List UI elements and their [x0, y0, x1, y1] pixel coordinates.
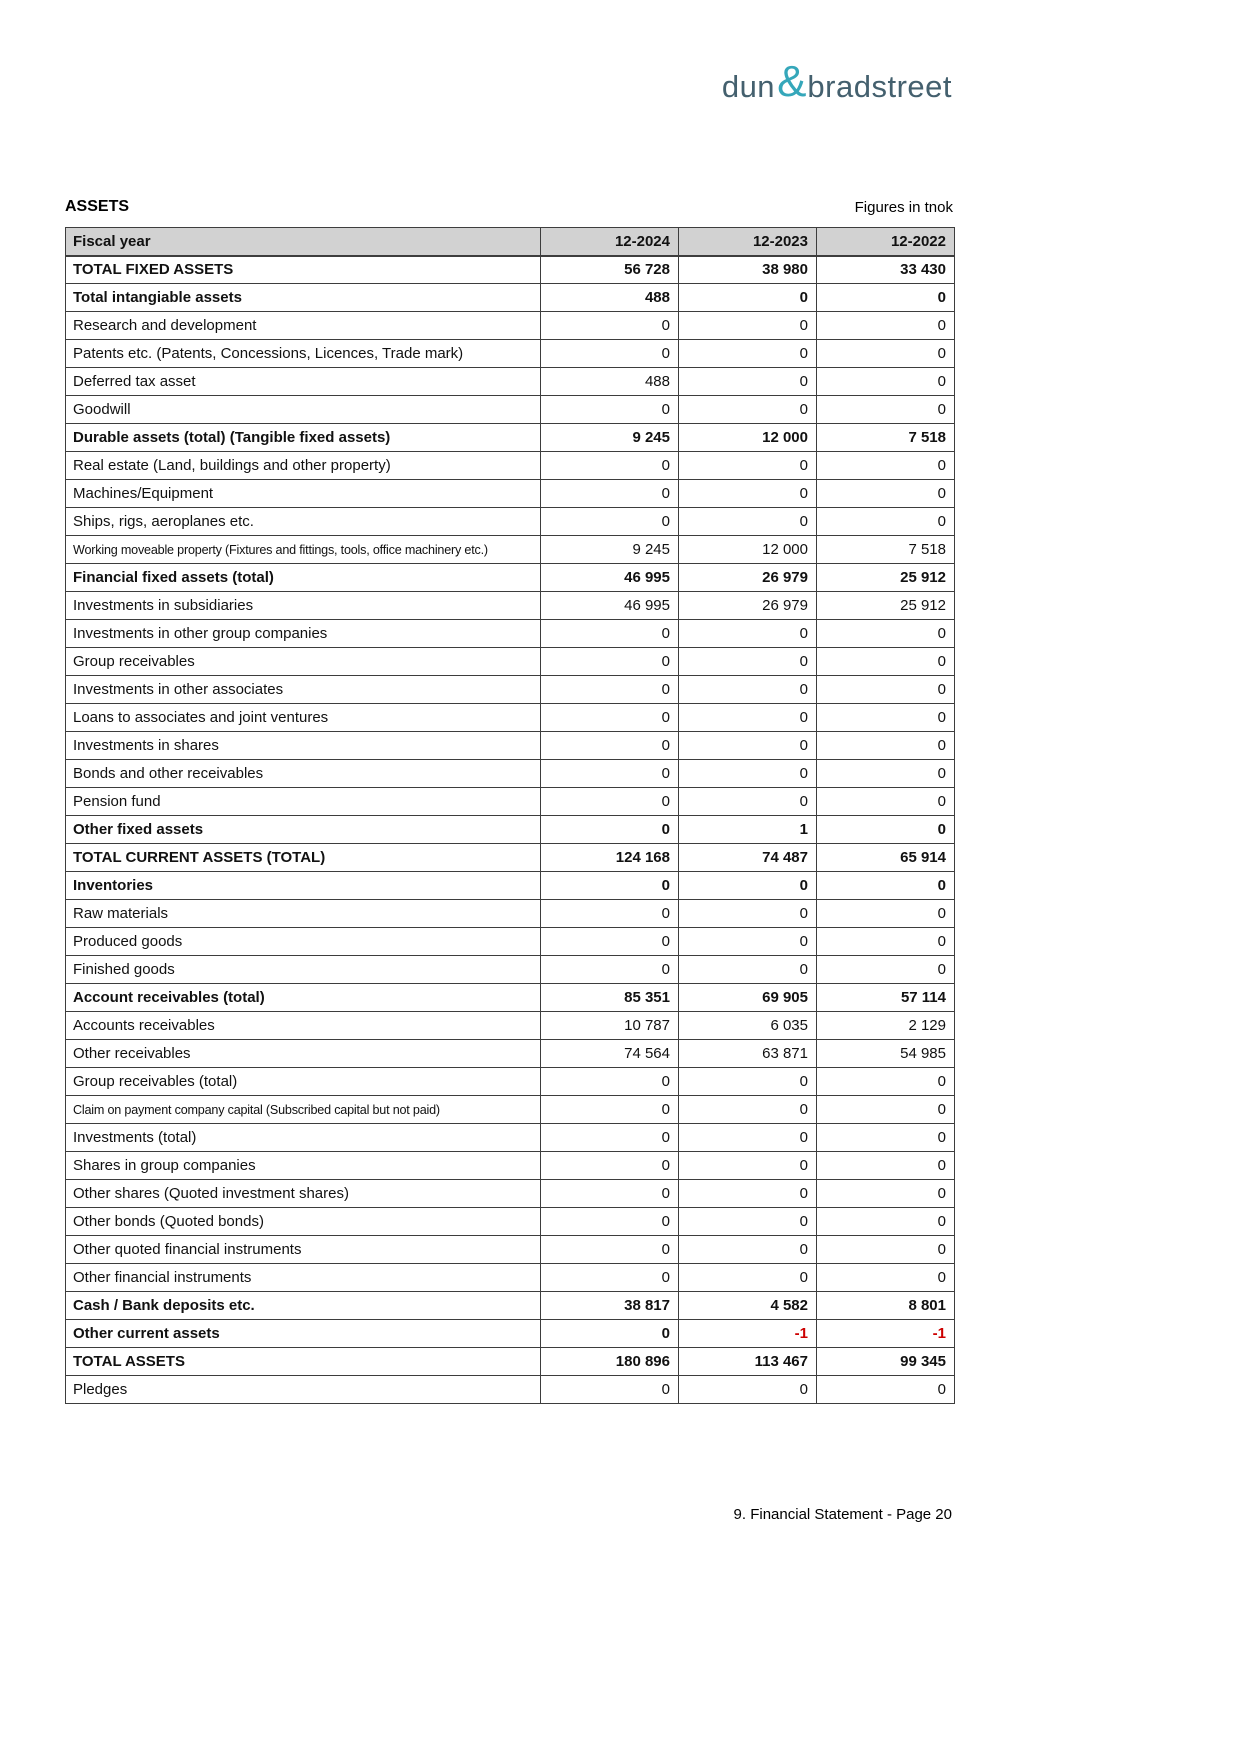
table-row	[66, 648, 955, 676]
row-value: 85 351	[541, 984, 679, 1012]
row-value: 0	[679, 1096, 817, 1124]
row-value: 65 914	[817, 844, 955, 872]
row-value: 0	[679, 1236, 817, 1264]
table-row	[66, 312, 955, 340]
row-value: 57 114	[817, 984, 955, 1012]
row-value: 74 564	[541, 1040, 679, 1068]
row-value: 10 787	[541, 1012, 679, 1040]
row-value: 0	[679, 704, 817, 732]
table-row	[66, 284, 955, 312]
row-value: 0	[679, 760, 817, 788]
row-value: 0	[817, 508, 955, 536]
row-value: 33 430	[817, 256, 955, 284]
row-value: 2 129	[817, 1012, 955, 1040]
row-value: 113 467	[679, 1348, 817, 1376]
table-row	[66, 844, 955, 872]
row-value: 0	[679, 648, 817, 676]
row-label: Investments in subsidiaries	[66, 592, 541, 620]
row-value: 25 912	[817, 592, 955, 620]
row-value: 0	[817, 760, 955, 788]
row-label: Group receivables	[66, 648, 541, 676]
row-value: 0	[679, 928, 817, 956]
assets-table	[65, 227, 955, 1404]
header-year-2022: 12-2022	[817, 228, 955, 256]
table-row	[66, 1376, 955, 1404]
row-value: 7 518	[817, 424, 955, 452]
row-value: 0	[541, 312, 679, 340]
row-value: 180 896	[541, 1348, 679, 1376]
table-row	[66, 1264, 955, 1292]
row-value: 9 245	[541, 424, 679, 452]
row-value: 99 345	[817, 1348, 955, 1376]
row-value: 0	[541, 956, 679, 984]
table-row	[66, 620, 955, 648]
row-value: 0	[679, 732, 817, 760]
row-value: 0	[541, 648, 679, 676]
row-label: Account receivables (total)	[66, 984, 541, 1012]
row-value: 0	[817, 788, 955, 816]
table-row	[66, 788, 955, 816]
row-label: Inventories	[66, 872, 541, 900]
row-value: 0	[817, 1068, 955, 1096]
row-label: Pension fund	[66, 788, 541, 816]
row-value: 0	[541, 1320, 679, 1348]
row-value: 0	[541, 508, 679, 536]
row-label: Accounts receivables	[66, 1012, 541, 1040]
logo-text-bradstreet: bradstreet	[807, 68, 952, 104]
table-row	[66, 368, 955, 396]
row-value: 0	[541, 480, 679, 508]
row-value: 0	[817, 676, 955, 704]
row-value: 0	[817, 340, 955, 368]
table-row	[66, 872, 955, 900]
row-value: 0	[541, 340, 679, 368]
row-label: Investments (total)	[66, 1124, 541, 1152]
row-value: 69 905	[679, 984, 817, 1012]
row-value: 0	[541, 704, 679, 732]
row-value: 0	[817, 928, 955, 956]
row-value: 0	[817, 1152, 955, 1180]
row-value: 7 518	[817, 536, 955, 564]
row-value: 0	[541, 788, 679, 816]
row-value: 0	[679, 956, 817, 984]
row-value: 0	[541, 1264, 679, 1292]
row-label: Goodwill	[66, 396, 541, 424]
row-label: Finished goods	[66, 956, 541, 984]
row-label: Raw materials	[66, 900, 541, 928]
table-row	[66, 424, 955, 452]
row-value: 0	[817, 452, 955, 480]
row-value: 0	[541, 620, 679, 648]
row-value: 0	[817, 1264, 955, 1292]
table-row	[66, 984, 955, 1012]
row-value: 8 801	[817, 1292, 955, 1320]
row-value: 0	[817, 1180, 955, 1208]
row-value: 0	[817, 1236, 955, 1264]
row-value: 0	[817, 284, 955, 312]
table-row	[66, 1236, 955, 1264]
row-value: 0	[679, 900, 817, 928]
table-caption-row	[65, 198, 953, 216]
header-year-2023: 12-2023	[679, 228, 817, 256]
row-label: Cash / Bank deposits etc.	[66, 1292, 541, 1320]
row-value: 0	[541, 396, 679, 424]
row-value: 0	[541, 1180, 679, 1208]
table-row	[66, 1096, 955, 1124]
row-value: 0	[541, 452, 679, 480]
table-row	[66, 928, 955, 956]
row-value: 46 995	[541, 564, 679, 592]
row-value: 0	[817, 1096, 955, 1124]
row-value: 56 728	[541, 256, 679, 284]
row-value: 488	[541, 284, 679, 312]
row-value: 6 035	[679, 1012, 817, 1040]
row-label: Deferred tax asset	[66, 368, 541, 396]
assets-table-container	[65, 227, 954, 1404]
row-value: 0	[679, 340, 817, 368]
row-value: 0	[541, 872, 679, 900]
table-row	[66, 396, 955, 424]
row-value: 0	[541, 1236, 679, 1264]
table-row	[66, 1068, 955, 1096]
row-value: 0	[817, 1124, 955, 1152]
ampersand-logo-mark: &	[777, 57, 807, 106]
row-label: Financial fixed assets (total)	[66, 564, 541, 592]
row-label: TOTAL CURRENT ASSETS (TOTAL)	[66, 844, 541, 872]
row-value: 0	[817, 816, 955, 844]
row-label: Other financial instruments	[66, 1264, 541, 1292]
row-label: Investments in other associates	[66, 676, 541, 704]
row-value: 26 979	[679, 564, 817, 592]
row-value: 0	[679, 620, 817, 648]
row-value: 0	[541, 676, 679, 704]
row-value: 0	[541, 1208, 679, 1236]
table-row	[66, 480, 955, 508]
row-label: Research and development	[66, 312, 541, 340]
row-value: 63 871	[679, 1040, 817, 1068]
row-label: Other current assets	[66, 1320, 541, 1348]
row-value: 0	[817, 396, 955, 424]
row-value: 0	[541, 928, 679, 956]
row-value: 25 912	[817, 564, 955, 592]
row-value: 0	[817, 900, 955, 928]
table-row	[66, 816, 955, 844]
footer-page-label: 9. Financial Statement - Page 20	[733, 1506, 952, 1523]
row-label: TOTAL FIXED ASSETS	[66, 256, 541, 284]
row-value: 12 000	[679, 536, 817, 564]
table-row	[66, 592, 955, 620]
row-value: 9 245	[541, 536, 679, 564]
row-value: 0	[541, 1124, 679, 1152]
table-row	[66, 900, 955, 928]
row-value: 0	[679, 284, 817, 312]
row-label: Shares in group companies	[66, 1152, 541, 1180]
row-label: Other quoted financial instruments	[66, 1236, 541, 1264]
table-row	[66, 1292, 955, 1320]
row-label: Other bonds (Quoted bonds)	[66, 1208, 541, 1236]
row-value: 0	[679, 396, 817, 424]
row-value: 0	[541, 1376, 679, 1404]
row-value: 0	[679, 508, 817, 536]
row-value: 0	[541, 1096, 679, 1124]
row-value: 0	[817, 620, 955, 648]
row-value: 0	[679, 788, 817, 816]
table-row	[66, 732, 955, 760]
row-value: 0	[679, 676, 817, 704]
table-row	[66, 1040, 955, 1068]
row-label: Total intangiable assets	[66, 284, 541, 312]
row-label: Working moveable property (Fixtures and fittings, tools, office machinery etc.)	[66, 536, 541, 564]
row-value: -1	[817, 1320, 955, 1348]
row-value: 0	[679, 1124, 817, 1152]
table-row	[66, 1012, 955, 1040]
row-label: Loans to associates and joint ventures	[66, 704, 541, 732]
table-row	[66, 1208, 955, 1236]
row-value: 0	[679, 1208, 817, 1236]
table-row	[66, 676, 955, 704]
header-fiscal-year: Fiscal year	[66, 228, 541, 256]
row-label: Bonds and other receivables	[66, 760, 541, 788]
table-row	[66, 1348, 955, 1376]
table-row	[66, 340, 955, 368]
row-value: 0	[541, 900, 679, 928]
row-label: Pledges	[66, 1376, 541, 1404]
table-row	[66, 1152, 955, 1180]
row-value: 12 000	[679, 424, 817, 452]
row-label: TOTAL ASSETS	[66, 1348, 541, 1376]
row-value: 0	[817, 872, 955, 900]
row-value: 0	[679, 480, 817, 508]
row-value: 0	[679, 1376, 817, 1404]
row-value: 0	[679, 1152, 817, 1180]
assets-table-body	[66, 256, 955, 1404]
table-row	[66, 704, 955, 732]
row-value: 0	[817, 1208, 955, 1236]
row-label: Ships, rigs, aeroplanes etc.	[66, 508, 541, 536]
row-value: 0	[541, 816, 679, 844]
row-value: 124 168	[541, 844, 679, 872]
row-label: Patents etc. (Patents, Concessions, Licences, Trade mark)	[66, 340, 541, 368]
table-row	[66, 536, 955, 564]
row-label: Investments in shares	[66, 732, 541, 760]
row-value: 74 487	[679, 844, 817, 872]
row-value: 0	[679, 1180, 817, 1208]
row-value: 0	[817, 704, 955, 732]
row-value: 0	[817, 732, 955, 760]
row-label: Real estate (Land, buildings and other property)	[66, 452, 541, 480]
row-value: 0	[541, 1152, 679, 1180]
logo-text-dun: dun	[721, 68, 776, 104]
row-label: Other receivables	[66, 1040, 541, 1068]
row-value: 0	[679, 368, 817, 396]
table-row	[66, 760, 955, 788]
row-value: 38 817	[541, 1292, 679, 1320]
row-label: Investments in other group companies	[66, 620, 541, 648]
row-value: 1	[679, 816, 817, 844]
row-value: 0	[817, 648, 955, 676]
table-row	[66, 1180, 955, 1208]
row-label: Produced goods	[66, 928, 541, 956]
table-row	[66, 508, 955, 536]
figures-unit-note: Figures in tnok	[854, 199, 953, 216]
row-label: Claim on payment company capital (Subscribed capital but not paid)	[66, 1096, 541, 1124]
row-value: 0	[541, 1068, 679, 1096]
row-value: 54 985	[817, 1040, 955, 1068]
row-value: 0	[679, 1264, 817, 1292]
table-row	[66, 564, 955, 592]
dun-bradstreet-logo	[721, 57, 952, 110]
row-value: -1	[679, 1320, 817, 1348]
row-value: 0	[817, 956, 955, 984]
row-value: 38 980	[679, 256, 817, 284]
header-year-2024: 12-2024	[541, 228, 679, 256]
row-label: Durable assets (total) (Tangible fixed assets)	[66, 424, 541, 452]
row-value: 0	[817, 1376, 955, 1404]
row-label: Group receivables (total)	[66, 1068, 541, 1096]
table-row	[66, 956, 955, 984]
row-value: 0	[817, 368, 955, 396]
row-value: 0	[679, 872, 817, 900]
row-label: Other fixed assets	[66, 816, 541, 844]
row-value: 0	[679, 452, 817, 480]
row-value: 0	[817, 480, 955, 508]
table-row	[66, 452, 955, 480]
row-value: 0	[817, 312, 955, 340]
table-row	[66, 256, 955, 284]
assets-section-title: ASSETS	[65, 198, 130, 215]
row-value: 0	[541, 732, 679, 760]
row-value: 488	[541, 368, 679, 396]
row-value: 46 995	[541, 592, 679, 620]
row-label: Other shares (Quoted investment shares)	[66, 1180, 541, 1208]
row-value: 4 582	[679, 1292, 817, 1320]
table-row	[66, 1320, 955, 1348]
table-row	[66, 1124, 955, 1152]
row-label: Machines/Equipment	[66, 480, 541, 508]
row-value: 26 979	[679, 592, 817, 620]
row-value: 0	[679, 312, 817, 340]
row-value: 0	[541, 760, 679, 788]
table-header-row	[66, 228, 955, 256]
row-value: 0	[679, 1068, 817, 1096]
